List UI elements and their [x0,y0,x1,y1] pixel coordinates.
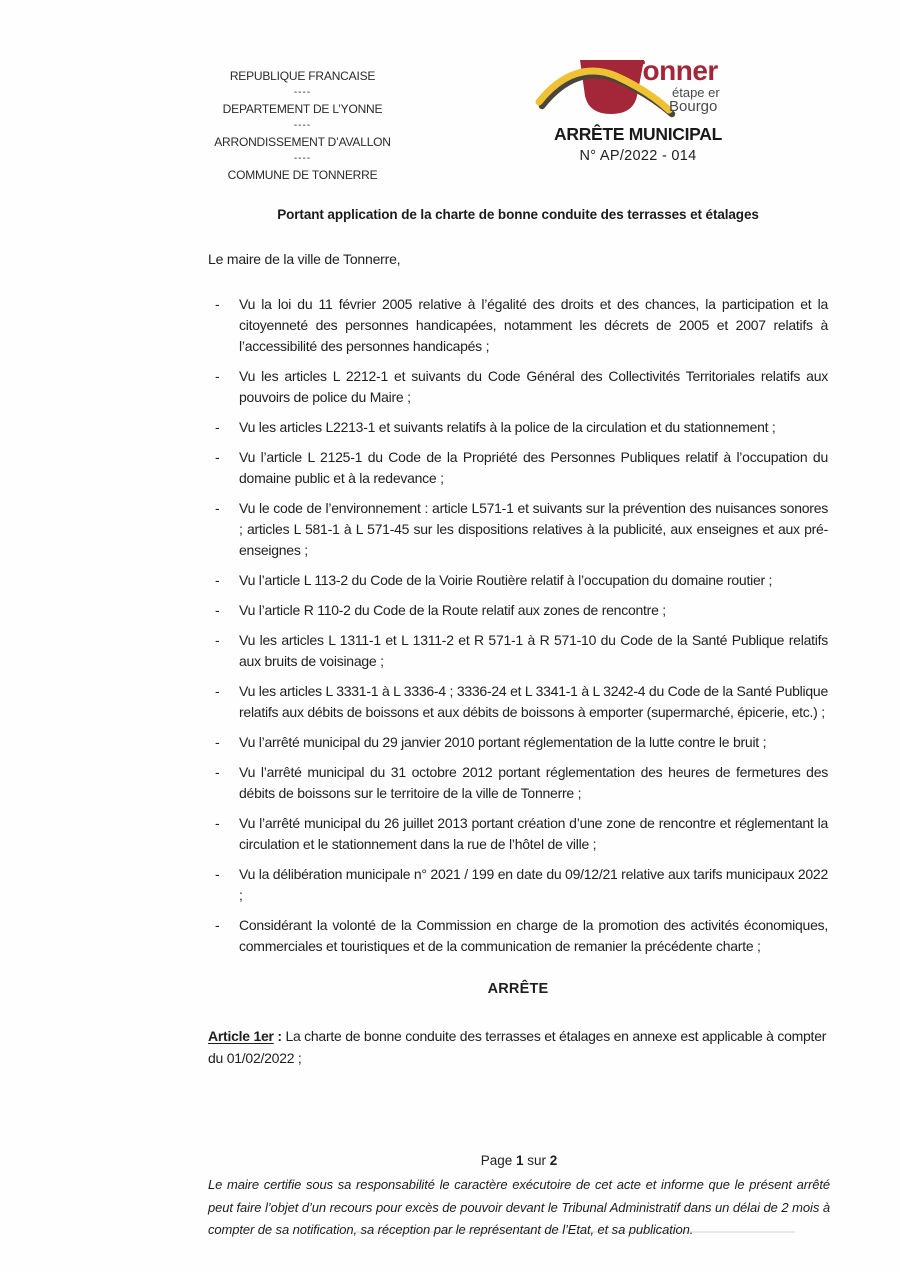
list-item-text: Vu les articles L 3331-1 à L 3336-4 ; 3336-24 et L 3341-1 à L 3242-4 du Code de la Santé Publique relatifs aux débits de boissons et aux débits de boissons à emporter (supermarché, épicerie, etc.) ; [239,683,828,720]
department-line: DEPARTEMENT DE L’YONNE [222,102,383,116]
arrete-heading: ARRÊTE [487,981,549,997]
article-1-text: La charte de bonne conduite des terrasses et étalages en annexe est applicable à compter du 01/02/2022 ; [208,1028,827,1066]
document-subject-title: Portant application de la charte de bonne conduite des terrasses et étalages [277,207,759,222]
article-1-label: Article 1er [208,1028,274,1044]
article-1-paragraph [208,1026,828,1069]
page-number [208,1153,830,1168]
list-item-text: Vu l’arrêté municipal du 26 juillet 2013 portant création d’une zone de rencontre et réglementant la circulation et le stationnement dans la rue de l’hôtel de ville ; [239,815,828,852]
list-item [208,447,828,489]
dash-marker: - [215,632,220,648]
dash-marker: - [215,572,220,588]
document-body [208,207,828,1069]
list-item-text: Vu les articles L 2212-1 et suivants du Code Général des Collectivités Territoriales relatifs aux pouvoirs de police du Maire ; [239,368,828,405]
logo-wordmark [628,56,746,115]
list-item [208,417,828,438]
list-item [208,570,828,591]
considerations-list [208,294,828,957]
dash-marker: - [215,449,220,465]
sur-word: sur [527,1153,547,1168]
list-item-text: Vu les articles L2213-1 et suivants relatifs à la police de la circulation et du stationnement ; [239,419,776,435]
dash-marker: - [215,500,220,516]
dash-marker: - [215,917,220,933]
list-item-text: Vu l’arrêté municipal du 31 octobre 2012 portant réglementation des heures de fermetures des débits de boissons sur le territoire de la ville de Tonnerre ; [239,764,828,801]
list-item [208,498,828,561]
list-item-text: Vu les articles L 1311-1 et L 1311-2 et R 571-1 à R 571-10 du Code de la Santé Publique relatifs aux bruits de voisinage ; [239,632,828,669]
list-item-text: Vu le code de l’environnement : article L571-1 et suivants sur la prévention des nuisances sonores ; articles L 581-1 à L 571-45 sur les dispositions relatives à la publicité, aux enseignes et aux pré-enseignes ; [239,500,828,558]
commune-line: COMMUNE DE TONNERRE [227,168,378,182]
separator-dashes: ---- [293,86,312,98]
list-item [208,813,828,855]
list-item-text: Vu l’arrêté municipal du 29 janvier 2010 portant réglementation de la lutte contre le bruit ; [239,734,767,750]
republic-line: REPUBLIQUE FRANCAISE [229,69,376,83]
separator-dashes: ---- [293,152,312,164]
dash-marker: - [215,764,220,780]
logo-town-name: Tonner [628,55,718,86]
list-item [208,681,828,723]
dash-marker: - [215,683,220,699]
scan-artifact-line [355,1231,795,1233]
list-item-text: Vu la loi du 11 février 2005 relative à l’égalité des droits et des chances, la participation et la citoyenneté des personnes handicapées, notamment les décrets de 2005 et 2007 relatifs à l’accessibilité des personnes handicapés ; [239,296,828,354]
dash-marker: - [215,815,220,831]
dash-marker: - [215,734,220,750]
legal-notice: Le maire certifie sous sa responsabilité le caractère exécutoire de cet acte et informe que le présent arrêté peut faire l’objet d’un recours pour excès de pouvoir devant le Tribunal Administratif dans un délai de 2 mois à compter de sa notification, sa réception par le représentant de l’Etat, et sa publication. [208,1177,830,1237]
administrative-header-block [205,68,400,184]
list-item-text: Vu l’article L 2125-1 du Code de la Propriété des Personnes Publiques relatif à l’occupation du domaine public et à la redevance ; [239,449,828,486]
arrondissement-line: ARRONDISSEMENT D’AVALLON [214,135,391,149]
separator-dashes: ---- [293,119,312,131]
list-item [208,732,828,753]
intro-line: Le maire de la ville de Tonnerre, [208,251,401,267]
page-current: 1 [515,1153,524,1168]
dash-marker: - [215,866,220,882]
decree-header-block [530,52,746,164]
list-item [208,630,828,672]
logo-tagline-line1: étape er [672,85,720,100]
logo-tagline-line2: Bourgo [669,98,718,115]
dash-marker: - [215,368,220,384]
dash-marker: - [215,602,220,618]
page-word: Page [480,1153,513,1168]
tonnerre-logo [530,52,746,122]
document-type-title: ARRÊTE MUNICIPAL [554,124,722,144]
list-item-text: Vu l’article L 113-2 du Code de la Voirie Routière relatif à l’occupation du domaine routier ; [239,572,773,588]
list-item-text: Vu l’article R 110-2 du Code de la Route relatif aux zones de rencontre ; [239,602,666,618]
dash-marker: - [215,419,220,435]
list-item [208,294,828,357]
dash-marker: - [215,296,220,312]
list-item-text: Vu la délibération municipale n° 2021 / 199 en date du 09/12/21 relative aux tarifs municipaux 2022 ; [239,866,828,903]
page-footer [208,1153,830,1242]
list-item [208,366,828,408]
list-item [208,600,828,621]
document-number: N° AP/2022 - 014 [579,148,697,164]
list-item [208,864,828,906]
list-item-text: Considérant la volonté de la Commission en charge de la promotion des activités économiques, commerciales et touristiques et de la communication de remanier la précédente charte ; [239,917,828,954]
article-1-colon: : [273,1028,282,1044]
page-total: 2 [549,1153,558,1168]
list-item [208,915,828,957]
list-item [208,762,828,804]
